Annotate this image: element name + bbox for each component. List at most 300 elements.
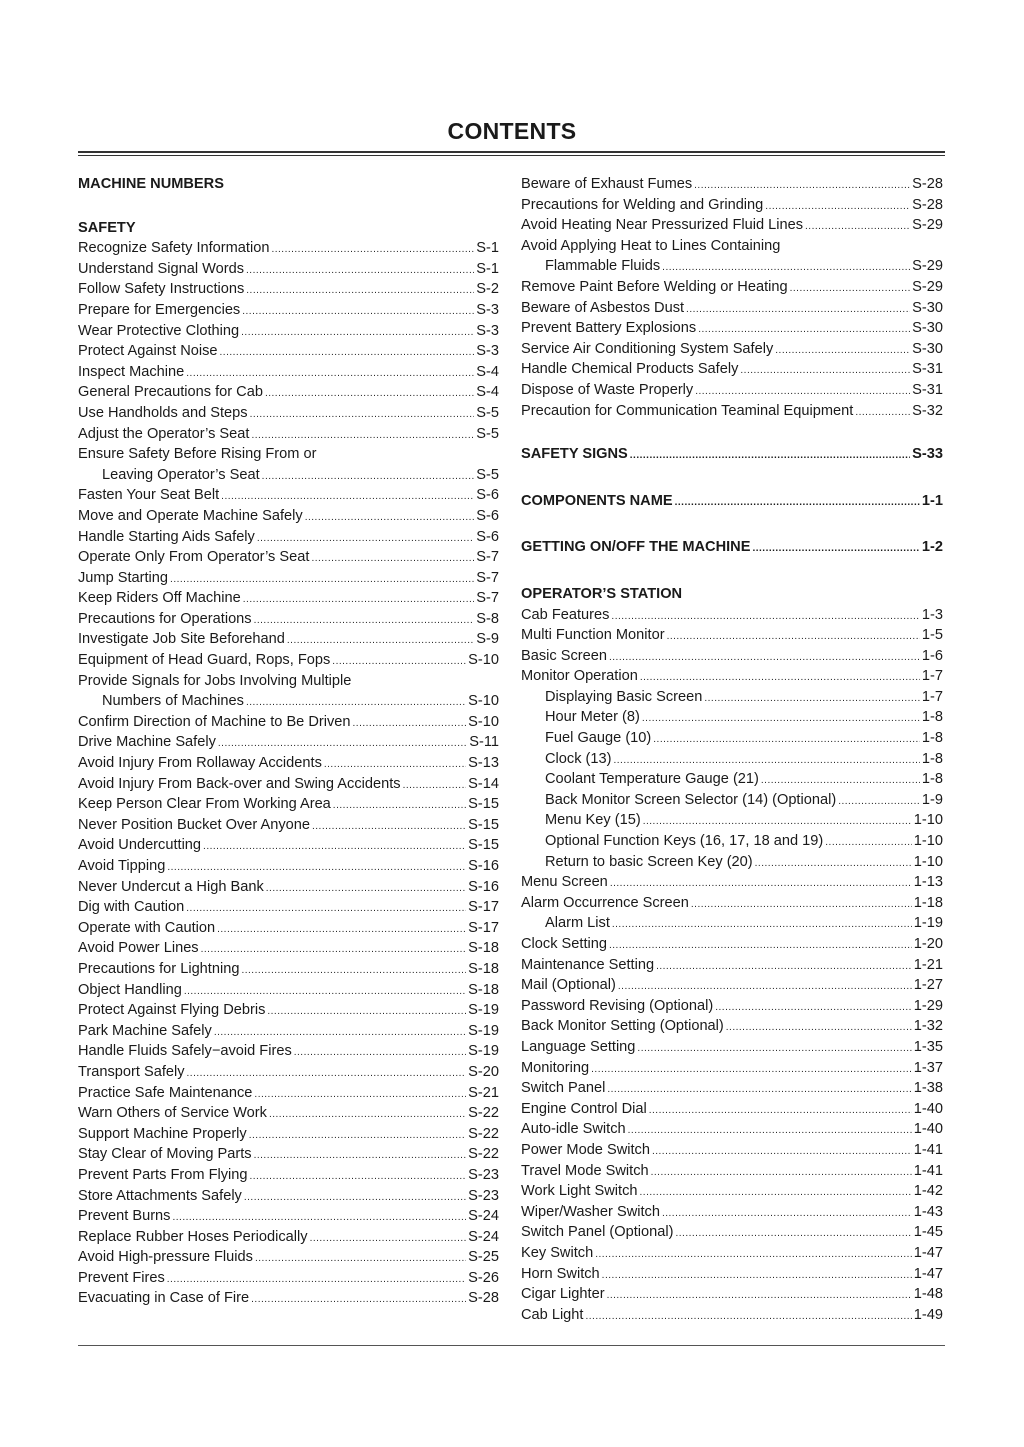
- toc-entry-title: Prevent Battery Explosions: [521, 320, 697, 337]
- toc-entry-title: Protect Against Flying Debris: [78, 1002, 266, 1019]
- toc-entry[interactable]: [78, 980, 499, 1001]
- toc-entry[interactable]: [521, 1037, 943, 1058]
- toc-page-number: 1-8: [921, 771, 943, 788]
- toc-page-number: S-31: [912, 361, 943, 378]
- toc-entry[interactable]: [78, 732, 499, 753]
- dot-leader: [740, 359, 910, 382]
- toc-entry-first-line[interactable]: [78, 671, 499, 692]
- toc-entry-first-line[interactable]: [521, 236, 943, 257]
- dot-leader: [585, 1305, 911, 1328]
- toc-entry-title: Never Undercut a High Bank: [78, 878, 264, 895]
- toc-entry[interactable]: [78, 774, 499, 795]
- toc-entry-title: SAFETY SIGNS: [521, 446, 628, 463]
- toc-page-number: 1-7: [921, 688, 943, 705]
- toc-page-number: 1-41: [913, 1141, 943, 1158]
- toc-page-number: 1-19: [913, 915, 943, 932]
- toc-page-number: 1-40: [913, 1100, 943, 1117]
- toc-entry[interactable]: [78, 1021, 499, 1042]
- dot-leader: [855, 401, 910, 424]
- toc-entry[interactable]: [521, 1140, 943, 1161]
- toc-entry-title: GETTING ON/OFF THE MACHINE: [521, 539, 751, 556]
- toc-entry[interactable]: [521, 872, 943, 893]
- toc-entry-continuation[interactable]: [521, 256, 943, 277]
- toc-page-number: S-18: [468, 940, 499, 957]
- toc-page-number: S-19: [468, 1043, 499, 1060]
- dot-leader: [686, 298, 910, 321]
- dot-leader: [242, 300, 474, 323]
- dot-leader: [765, 195, 910, 218]
- toc-entry[interactable]: [78, 1288, 499, 1309]
- toc-page-number: S-9: [476, 631, 499, 648]
- toc-entry-title: Multi Function Monitor: [521, 627, 665, 644]
- dot-leader: [662, 256, 910, 279]
- toc-entry[interactable]: [78, 815, 499, 836]
- toc-page-number: S-30: [912, 320, 943, 337]
- dot-leader: [651, 1161, 912, 1184]
- toc-page-number: S-30: [912, 340, 943, 357]
- toc-subentry[interactable]: [521, 749, 943, 770]
- toc-entry-title: Drive Machine Safely: [78, 734, 216, 751]
- toc-section-heading[interactable]: [521, 491, 943, 512]
- dot-leader: [637, 1037, 911, 1060]
- toc-entry-title: Operate Only From Operator’s Seat: [78, 549, 310, 566]
- dot-leader: [694, 174, 910, 197]
- toc-entry[interactable]: [521, 195, 943, 216]
- toc-page-number: 1-48: [913, 1286, 943, 1303]
- dot-leader: [220, 341, 475, 364]
- toc-page-number: S-3: [476, 343, 499, 360]
- toc-entry[interactable]: [78, 753, 499, 774]
- toc-page-number: S-19: [468, 1022, 499, 1039]
- dot-leader: [271, 238, 474, 261]
- dot-leader: [254, 1083, 466, 1106]
- toc-page-number: S-17: [468, 919, 499, 936]
- toc-section-heading[interactable]: [78, 218, 499, 239]
- dot-leader: [704, 687, 920, 710]
- toc-entry-title: Coolant Temperature Gauge (21): [545, 771, 759, 788]
- toc-entry-title: Support Machine Properly: [78, 1125, 247, 1142]
- toc-entry[interactable]: [521, 1078, 943, 1099]
- toc-entry[interactable]: [521, 1264, 943, 1285]
- toc-page-number: 1-8: [921, 730, 943, 747]
- toc-entry-title: Avoid Heating Near Pressurized Fluid Lines: [521, 217, 804, 234]
- toc-entry[interactable]: [78, 629, 499, 650]
- toc-entry[interactable]: [78, 1144, 499, 1165]
- toc-entry[interactable]: [78, 547, 499, 568]
- toc-entry[interactable]: [78, 382, 499, 403]
- toc-entry-title: Precautions for Lightning: [78, 960, 240, 977]
- dot-leader: [609, 934, 912, 957]
- toc-entry-title: Auto-idle Switch: [521, 1121, 626, 1138]
- toc-page-number: 1-40: [913, 1121, 943, 1138]
- toc-entry-title: Provide Signals for Jobs Involving Multiple: [78, 672, 352, 689]
- toc-page-number: 1-29: [913, 997, 943, 1014]
- toc-entry-title: MACHINE NUMBERS: [78, 176, 224, 192]
- toc-page-number: S-4: [476, 384, 499, 401]
- toc-entry[interactable]: [521, 646, 943, 667]
- toc-entry[interactable]: [78, 1186, 499, 1207]
- toc-entry[interactable]: [78, 1124, 499, 1145]
- toc-entry[interactable]: [78, 609, 499, 630]
- toc-section-heading[interactable]: [78, 174, 499, 195]
- toc-entry-title: Dispose of Waste Properly: [521, 381, 694, 398]
- dot-leader: [250, 403, 475, 426]
- toc-entry-first-line[interactable]: [78, 444, 499, 465]
- dot-leader: [618, 975, 912, 998]
- toc-entry-title: Protect Against Noise: [78, 343, 218, 360]
- toc-page-number: 1-7: [921, 668, 943, 685]
- toc-page-number: 1-13: [913, 874, 943, 891]
- toc-entry[interactable]: [78, 1062, 499, 1083]
- toc-page-number: 1-27: [913, 977, 943, 994]
- toc-entry[interactable]: [521, 1243, 943, 1264]
- toc-page-number: S-10: [468, 652, 499, 669]
- toc-entry[interactable]: [78, 650, 499, 671]
- toc-page-number: S-28: [912, 196, 943, 213]
- toc-page-number: 1-20: [913, 936, 943, 952]
- toc-page-number: 1-37: [913, 1059, 943, 1076]
- toc-entry[interactable]: [78, 938, 499, 959]
- dot-leader: [640, 1181, 912, 1204]
- toc-entry-title: Warn Others of Service Work: [78, 1105, 267, 1122]
- toc-entry[interactable]: [78, 321, 499, 342]
- toc-page-number: 1-45: [913, 1224, 943, 1241]
- toc-entry[interactable]: [521, 1305, 943, 1326]
- toc-page-number: S-29: [912, 278, 943, 295]
- toc-entry[interactable]: [521, 401, 943, 422]
- toc-right-column: [521, 174, 943, 1325]
- toc-entry[interactable]: [78, 238, 499, 259]
- toc-page-number: 1-10: [913, 812, 943, 829]
- dot-leader: [287, 629, 474, 652]
- dot-leader: [249, 1124, 466, 1147]
- toc-entry[interactable]: [521, 215, 943, 236]
- toc-page-number: 1-9: [921, 791, 943, 808]
- toc-entry-title: Clock Setting: [521, 936, 607, 952]
- toc-entry-title: Move and Operate Machine Safely: [78, 507, 303, 524]
- dot-leader: [305, 506, 475, 529]
- toc-entry-title: Back Monitor Setting (Optional): [521, 1018, 724, 1035]
- toc-entry-title: Monitoring: [521, 1059, 590, 1076]
- toc-page-number: S-10: [468, 713, 499, 730]
- toc-entry[interactable]: [521, 666, 943, 687]
- dot-leader: [221, 485, 474, 508]
- toc-subentry[interactable]: [521, 790, 943, 811]
- dot-leader: [170, 568, 474, 591]
- toc-entry[interactable]: [78, 259, 499, 280]
- dot-leader: [251, 424, 474, 447]
- dot-leader: [167, 856, 466, 879]
- toc-entry-title: Wear Protective Clothing: [78, 322, 240, 339]
- toc-entry[interactable]: [521, 893, 943, 914]
- toc-entry-title: Avoid High-pressure Fluids: [78, 1249, 253, 1266]
- toc-entry[interactable]: [521, 1202, 943, 1223]
- toc-subentry[interactable]: [521, 769, 943, 790]
- toc-page-number: 1-6: [921, 647, 943, 664]
- toc-entry-title: Mail (Optional): [521, 977, 616, 994]
- toc-entry-title: Ensure Safety Before Rising From or: [78, 446, 317, 463]
- toc-entry-title: Monitor Operation: [521, 668, 638, 685]
- dot-leader: [614, 749, 920, 772]
- toc-entry[interactable]: [521, 625, 943, 646]
- toc-entry[interactable]: [78, 794, 499, 815]
- dot-leader: [628, 1119, 912, 1142]
- toc-page-number: S-22: [468, 1125, 499, 1142]
- toc-entry[interactable]: [78, 1247, 499, 1268]
- toc-entry-title: Avoid Injury From Rollaway Accidents: [78, 755, 322, 772]
- toc-entry[interactable]: [521, 1099, 943, 1120]
- toc-entry-title: Store Attachments Safely: [78, 1187, 242, 1204]
- toc-entry[interactable]: [78, 424, 499, 445]
- toc-page-number: 1-47: [913, 1265, 943, 1282]
- toc-entry[interactable]: [521, 1119, 943, 1140]
- dot-leader: [254, 609, 475, 632]
- toc-entry[interactable]: [78, 300, 499, 321]
- toc-page-number: S-21: [468, 1084, 499, 1101]
- dot-leader: [609, 646, 920, 669]
- toc-entry[interactable]: [521, 380, 943, 401]
- toc-page-number: S-4: [476, 363, 499, 380]
- toc-entry-title: Beware of Exhaust Fumes: [521, 176, 693, 192]
- toc-entry[interactable]: [78, 1000, 499, 1021]
- toc-entry[interactable]: [521, 975, 943, 996]
- dot-leader: [172, 1206, 466, 1229]
- section-spacer: [78, 195, 499, 218]
- toc-entry[interactable]: [78, 959, 499, 980]
- dot-leader: [246, 691, 466, 714]
- toc-entry-title: Menu Key (15): [545, 812, 641, 829]
- toc-entry-title: Avoid Tipping: [78, 858, 166, 874]
- toc-page-number: S-14: [468, 775, 499, 792]
- toc-entry-title: COMPONENTS NAME: [521, 492, 673, 509]
- toc-section-heading[interactable]: [521, 537, 943, 558]
- toc-entry[interactable]: [521, 359, 943, 380]
- toc-entry-title: Avoid Power Lines: [78, 940, 199, 957]
- toc-page-number: 1-35: [913, 1038, 943, 1055]
- toc-entry-title: Back Monitor Screen Selector (14) (Optional): [545, 791, 837, 808]
- toc-entry-title: Prevent Fires: [78, 1269, 165, 1286]
- toc-entry[interactable]: [521, 605, 943, 626]
- toc-entry[interactable]: [521, 1016, 943, 1037]
- dot-leader: [649, 1099, 912, 1122]
- toc-entry[interactable]: [78, 1041, 499, 1062]
- toc-subentry[interactable]: [521, 810, 943, 831]
- toc-page-number: 1-41: [913, 1162, 943, 1179]
- dot-leader: [607, 1284, 912, 1307]
- toc-entry[interactable]: [78, 362, 499, 383]
- toc-entry-title: Handle Fluids Safely−avoid Fires: [78, 1043, 292, 1060]
- toc-entry-title: Avoid Applying Heat to Lines Containing: [521, 237, 781, 254]
- toc-subentry[interactable]: [521, 687, 943, 708]
- toc-entry-title: Remove Paint Before Welding or Heating: [521, 278, 788, 295]
- toc-entry[interactable]: [521, 277, 943, 298]
- toc-entry[interactable]: [78, 1103, 499, 1124]
- toc-entry-title: Practice Safe Maintenance: [78, 1084, 253, 1101]
- dot-leader: [607, 1078, 911, 1101]
- toc-entry-title: SAFETY: [78, 219, 136, 236]
- toc-entry[interactable]: [78, 506, 499, 527]
- toc-entry[interactable]: [78, 588, 499, 609]
- toc-page-number: S-7: [476, 590, 499, 607]
- toc-entry-title: Confirm Direction of Machine to Be Driven: [78, 713, 351, 730]
- toc-entry[interactable]: [78, 1206, 499, 1227]
- toc-entry-title: Hour Meter (8): [545, 709, 640, 726]
- toc-section-heading[interactable]: [521, 584, 943, 605]
- toc-page-number: S-18: [468, 960, 499, 977]
- toc-page-number: S-30: [912, 299, 943, 316]
- toc-entry[interactable]: [78, 897, 499, 918]
- toc-section-heading[interactable]: [521, 444, 943, 465]
- dot-leader: [267, 1000, 466, 1023]
- toc-entry[interactable]: [78, 835, 499, 856]
- toc-entry-title: Cigar Lighter: [521, 1286, 605, 1303]
- toc-page-number: S-6: [476, 507, 499, 524]
- dot-leader: [262, 465, 475, 488]
- page-title: CONTENTS: [447, 118, 577, 144]
- dot-leader: [825, 831, 912, 854]
- toc-page-number: S-28: [912, 176, 943, 192]
- toc-entry[interactable]: [78, 877, 499, 898]
- toc-entry[interactable]: [78, 1165, 499, 1186]
- toc-entry[interactable]: [78, 1083, 499, 1104]
- toc-entry-title: Transport Safely: [78, 1063, 185, 1080]
- toc-entry[interactable]: [78, 279, 499, 300]
- toc-subentry[interactable]: [521, 852, 943, 873]
- dot-leader: [250, 1165, 467, 1188]
- toc-entry[interactable]: [78, 712, 499, 733]
- toc-entry-title: Horn Switch: [521, 1265, 600, 1282]
- toc-entry[interactable]: [78, 527, 499, 548]
- dot-leader: [186, 897, 466, 920]
- dot-leader: [243, 588, 475, 611]
- dot-leader: [265, 382, 474, 405]
- dot-leader: [610, 872, 912, 895]
- toc-entry[interactable]: [521, 996, 943, 1017]
- toc-entry-title: Evacuating in Case of Fire: [78, 1290, 250, 1307]
- toc-entry-title: Precautions for Welding and Grinding: [521, 196, 764, 213]
- title-rule-thin: [78, 155, 945, 156]
- toc-entry-title: Fuel Gauge (10): [545, 730, 652, 747]
- toc-entry-title: Inspect Machine: [78, 363, 185, 380]
- dot-leader: [241, 959, 466, 982]
- toc-page-number: S-13: [468, 755, 499, 772]
- toc-entry[interactable]: [78, 568, 499, 589]
- toc-subentry[interactable]: [521, 707, 943, 728]
- toc-page-number: S-16: [468, 878, 499, 895]
- toc-entry[interactable]: [78, 403, 499, 424]
- toc-entry[interactable]: [78, 856, 499, 877]
- toc-page-number: 1-1: [921, 492, 943, 509]
- dot-leader: [611, 605, 919, 628]
- dot-leader: [257, 527, 474, 550]
- toc-entry[interactable]: [78, 918, 499, 939]
- toc-page-number: S-5: [476, 404, 499, 421]
- toc-page-number: 1-8: [921, 750, 943, 767]
- toc-entry[interactable]: [521, 1058, 943, 1079]
- dot-leader: [761, 769, 920, 792]
- dot-leader: [715, 996, 912, 1019]
- toc-entry-title: Password Revising (Optional): [521, 997, 714, 1014]
- toc-page-number: S-6: [476, 528, 499, 545]
- toc-entry[interactable]: [78, 1268, 499, 1289]
- toc-entry[interactable]: [521, 318, 943, 339]
- toc-page-number: S-16: [468, 858, 499, 874]
- dot-leader: [187, 1062, 467, 1085]
- toc-entry[interactable]: [521, 298, 943, 319]
- toc-subentry[interactable]: [521, 728, 943, 749]
- toc-entry-title: Beware of Asbestos Dust: [521, 299, 685, 316]
- dot-leader: [595, 1243, 912, 1266]
- toc-page-number: 1-38: [913, 1080, 943, 1097]
- toc-subentry[interactable]: [521, 913, 943, 934]
- toc-entry-title: Handle Chemical Products Safely: [521, 361, 739, 378]
- dot-leader: [790, 277, 911, 300]
- dot-leader: [266, 877, 466, 900]
- dot-leader: [244, 1186, 466, 1209]
- toc-entry-title: Service Air Conditioning System Safely: [521, 340, 774, 357]
- toc-entry[interactable]: [78, 1227, 499, 1248]
- toc-page-number: S-23: [468, 1166, 499, 1183]
- toc-entry[interactable]: [521, 174, 943, 195]
- toc-entry[interactable]: [521, 1161, 943, 1182]
- toc-page-number: S-25: [468, 1249, 499, 1266]
- dot-leader: [691, 893, 912, 916]
- toc-left-column: [78, 174, 499, 1309]
- toc-page-number: 1-5: [921, 627, 943, 644]
- toc-entry-continuation[interactable]: [78, 691, 499, 712]
- dot-leader: [403, 774, 467, 797]
- toc-entry[interactable]: [521, 1222, 943, 1243]
- toc-entry[interactable]: [521, 339, 943, 360]
- toc-entry-title: Avoid Undercutting: [78, 837, 202, 854]
- toc-entry-title: Work Light Switch: [521, 1183, 638, 1200]
- toc-entry-continuation[interactable]: [78, 465, 499, 486]
- toc-entry-title: Flammable Fluids: [545, 258, 661, 275]
- toc-page-number: 1-47: [913, 1244, 943, 1261]
- toc-entry[interactable]: [521, 934, 943, 955]
- toc-entry[interactable]: [521, 1181, 943, 1202]
- toc-page-number: S-20: [468, 1063, 499, 1080]
- toc-page-number: 1-21: [913, 956, 943, 973]
- dot-leader: [251, 1288, 466, 1311]
- toc-entry-title: Cab Light: [521, 1306, 584, 1323]
- toc-page-number: S-15: [468, 837, 499, 854]
- dot-leader: [186, 362, 474, 385]
- toc-entry-title: Travel Mode Switch: [521, 1162, 649, 1179]
- toc-page-number: S-6: [476, 487, 499, 504]
- toc-entry-title: Key Switch: [521, 1244, 594, 1261]
- toc-entry-title: Keep Person Clear From Working Area: [78, 796, 331, 813]
- dot-leader: [642, 707, 920, 730]
- toc-subentry[interactable]: [521, 831, 943, 852]
- toc-page-number: S-15: [468, 816, 499, 833]
- toc-entry-title: Leaving Operator’s Seat: [102, 466, 260, 483]
- toc-entry[interactable]: [521, 955, 943, 976]
- dot-leader: [838, 790, 920, 813]
- toc-page-number: S-19: [468, 1002, 499, 1019]
- dot-leader: [214, 1021, 466, 1044]
- toc-entry-title: Jump Starting: [78, 569, 169, 586]
- toc-entry[interactable]: [521, 1284, 943, 1305]
- toc-entry[interactable]: [78, 485, 499, 506]
- toc-entry-title: Precautions for Operations: [78, 610, 252, 627]
- toc-entry-title: Never Position Bucket Over Anyone: [78, 816, 310, 833]
- dot-leader: [755, 852, 912, 875]
- toc-page-number: S-33: [912, 446, 943, 463]
- title-rule-thick: [78, 151, 945, 153]
- toc-entry[interactable]: [78, 341, 499, 362]
- toc-entry-title: Use Handholds and Steps: [78, 404, 248, 421]
